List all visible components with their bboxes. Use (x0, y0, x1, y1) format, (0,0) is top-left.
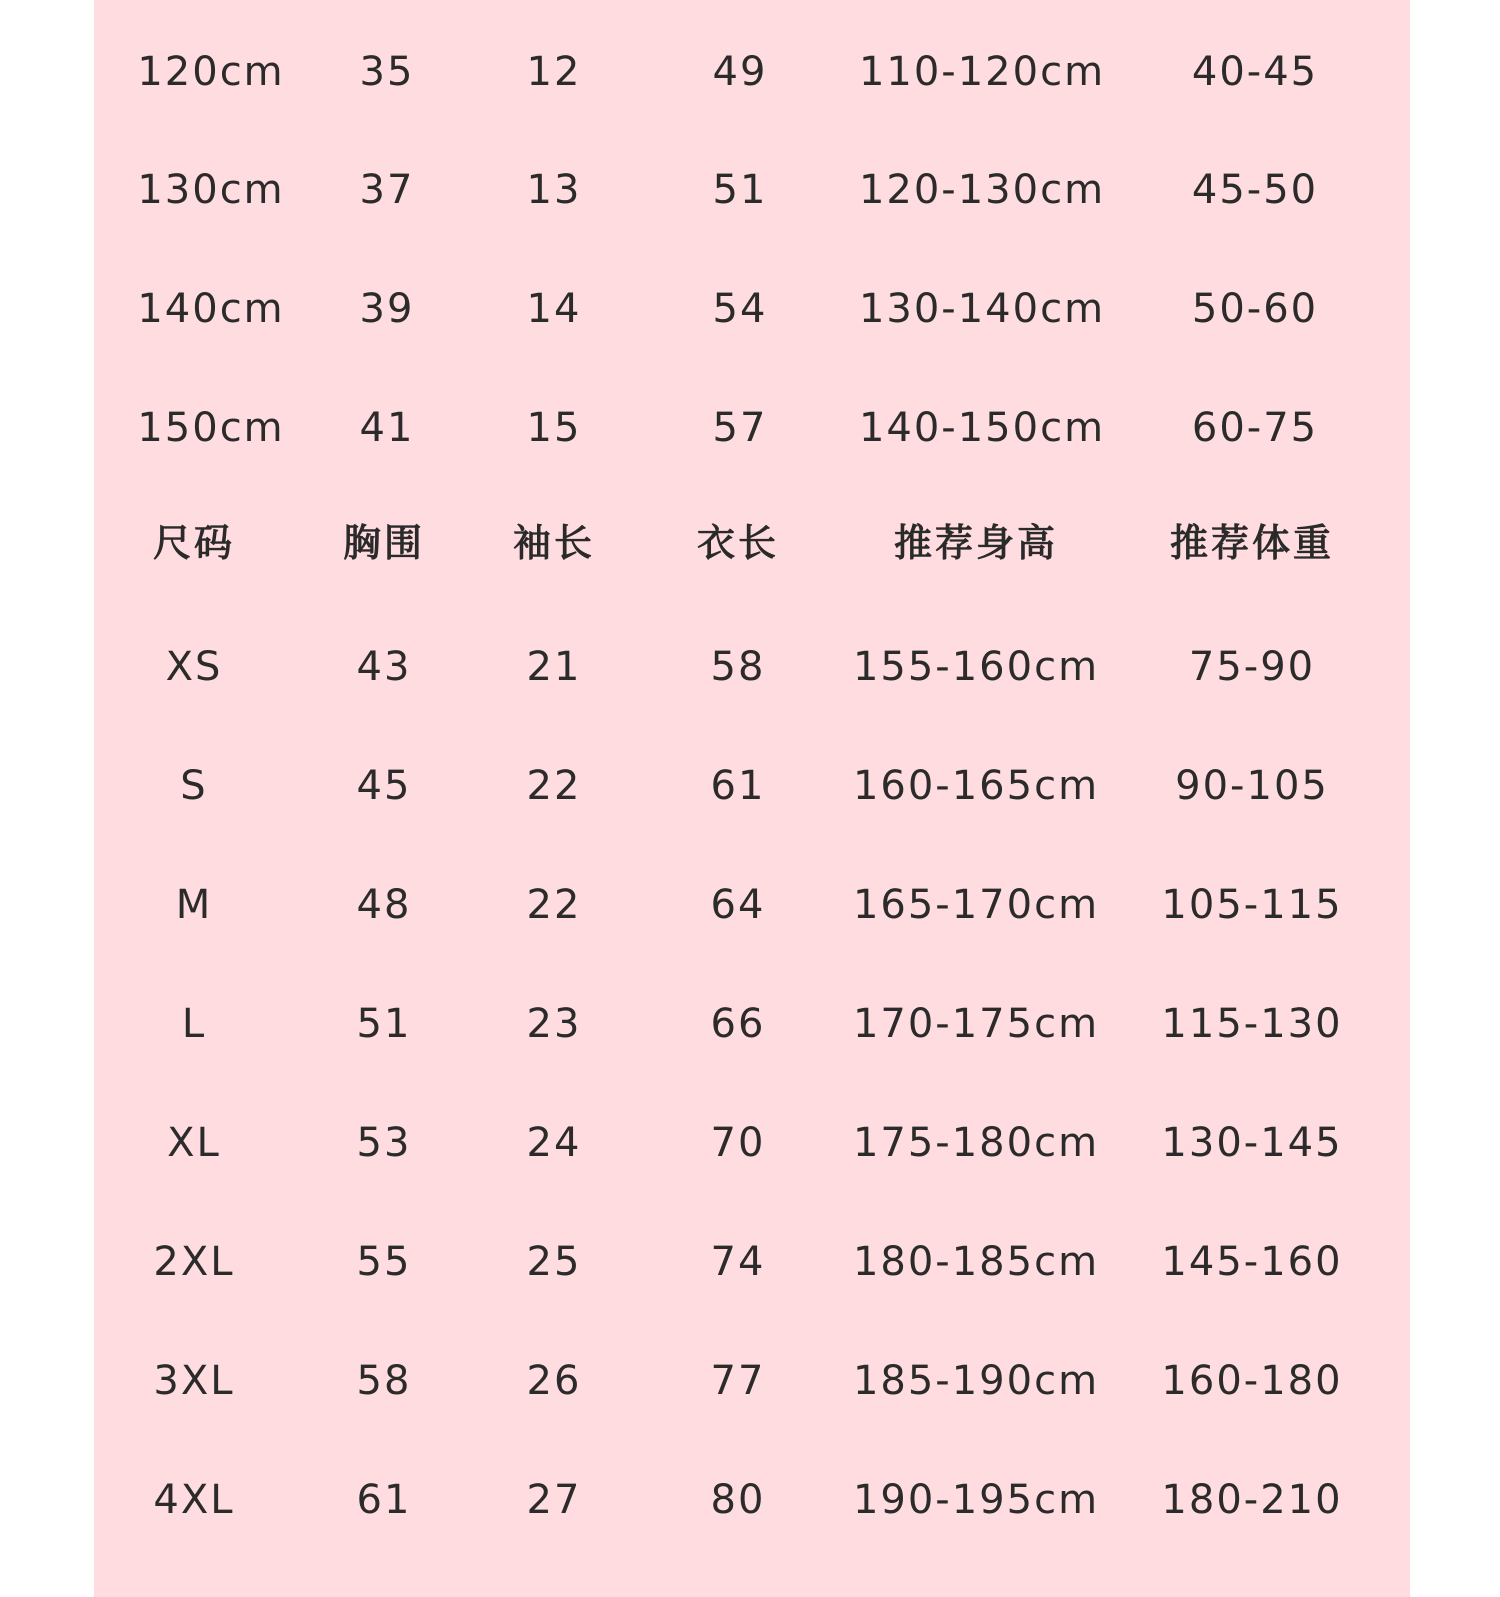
cell-sleeve: 24 (526, 1120, 582, 1166)
cell-chest: 55 (356, 1239, 412, 1285)
cell-height: 165-170cm (852, 882, 1100, 928)
cell-length: 61 (710, 763, 766, 809)
cell-size: XL (167, 1120, 221, 1166)
cell-size: 130cm (137, 167, 285, 213)
table-row (94, 388, 1410, 468)
table-row (94, 1103, 1410, 1183)
cell-size: L (181, 1001, 207, 1047)
header-length: 衣长 (696, 521, 779, 565)
cell-size: XS (165, 644, 223, 690)
cell-chest: 45 (356, 763, 412, 809)
cell-chest: 41 (359, 405, 415, 451)
cell-height: 130-140cm (858, 286, 1106, 332)
cell-chest: 35 (359, 49, 415, 95)
table-row (94, 32, 1410, 112)
cell-sleeve: 25 (526, 1239, 582, 1285)
table-row (94, 984, 1410, 1064)
cell-sleeve: 26 (526, 1358, 582, 1404)
cell-size: 120cm (137, 49, 285, 95)
cell-chest: 39 (359, 286, 415, 332)
cell-length: 51 (712, 167, 768, 213)
cell-size: 4XL (153, 1477, 235, 1523)
cell-height: 110-120cm (858, 49, 1106, 95)
cell-length: 58 (710, 644, 766, 690)
cell-length: 66 (710, 1001, 766, 1047)
cell-length: 74 (710, 1239, 766, 1285)
cell-weight: 180-210 (1161, 1477, 1343, 1523)
cell-sleeve: 27 (526, 1477, 582, 1523)
table-row (94, 1222, 1410, 1302)
cell-length: 77 (710, 1358, 766, 1404)
cell-sleeve: 23 (526, 1001, 582, 1047)
header-size: 尺码 (152, 521, 235, 565)
cell-weight: 40-45 (1191, 49, 1319, 95)
header-chest: 胸围 (342, 521, 425, 565)
cell-weight: 130-145 (1161, 1120, 1343, 1166)
cell-chest: 53 (356, 1120, 412, 1166)
cell-chest: 37 (359, 167, 415, 213)
cell-height: 190-195cm (852, 1477, 1100, 1523)
cell-chest: 61 (356, 1477, 412, 1523)
cell-length: 54 (712, 286, 768, 332)
cell-height: 185-190cm (852, 1358, 1100, 1404)
cell-size: 150cm (137, 405, 285, 451)
header-weight: 推荐体重 (1169, 521, 1334, 565)
cell-weight: 160-180 (1161, 1358, 1343, 1404)
cell-length: 80 (710, 1477, 766, 1523)
cell-weight: 60-75 (1191, 405, 1319, 451)
table-row (94, 150, 1410, 230)
cell-height: 170-175cm (852, 1001, 1100, 1047)
header-height: 推荐身高 (893, 521, 1058, 565)
table-row (94, 1341, 1410, 1421)
cell-height: 155-160cm (852, 644, 1100, 690)
cell-sleeve: 12 (526, 49, 582, 95)
cell-weight: 115-130 (1161, 1001, 1343, 1047)
cell-sleeve: 22 (526, 763, 582, 809)
table-header-row (94, 503, 1410, 583)
cell-length: 57 (712, 405, 768, 451)
size-chart-panel (94, 0, 1410, 1597)
cell-length: 70 (710, 1120, 766, 1166)
cell-weight: 75-90 (1188, 644, 1316, 690)
cell-length: 49 (712, 49, 768, 95)
cell-height: 175-180cm (852, 1120, 1100, 1166)
table-row (94, 269, 1410, 349)
cell-size: S (180, 763, 208, 809)
cell-size: M (175, 882, 213, 928)
cell-height: 120-130cm (858, 167, 1106, 213)
cell-weight: 145-160 (1161, 1239, 1343, 1285)
header-sleeve: 袖长 (512, 521, 595, 565)
cell-weight: 45-50 (1191, 167, 1319, 213)
cell-height: 140-150cm (858, 405, 1106, 451)
cell-sleeve: 21 (526, 644, 582, 690)
cell-size: 2XL (153, 1239, 235, 1285)
cell-size: 140cm (137, 286, 285, 332)
cell-chest: 43 (356, 644, 412, 690)
cell-chest: 48 (356, 882, 412, 928)
table-row (94, 627, 1410, 707)
cell-length: 64 (710, 882, 766, 928)
cell-sleeve: 15 (526, 405, 582, 451)
table-row (94, 865, 1410, 945)
cell-chest: 58 (356, 1358, 412, 1404)
cell-height: 180-185cm (852, 1239, 1100, 1285)
cell-weight: 50-60 (1191, 286, 1319, 332)
cell-weight: 105-115 (1161, 882, 1343, 928)
table-row (94, 1460, 1410, 1540)
table-row (94, 746, 1410, 826)
cell-sleeve: 13 (526, 167, 582, 213)
cell-size: 3XL (153, 1358, 235, 1404)
cell-sleeve: 14 (526, 286, 582, 332)
cell-chest: 51 (356, 1001, 412, 1047)
cell-sleeve: 22 (526, 882, 582, 928)
cell-height: 160-165cm (852, 763, 1100, 809)
cell-weight: 90-105 (1175, 763, 1329, 809)
